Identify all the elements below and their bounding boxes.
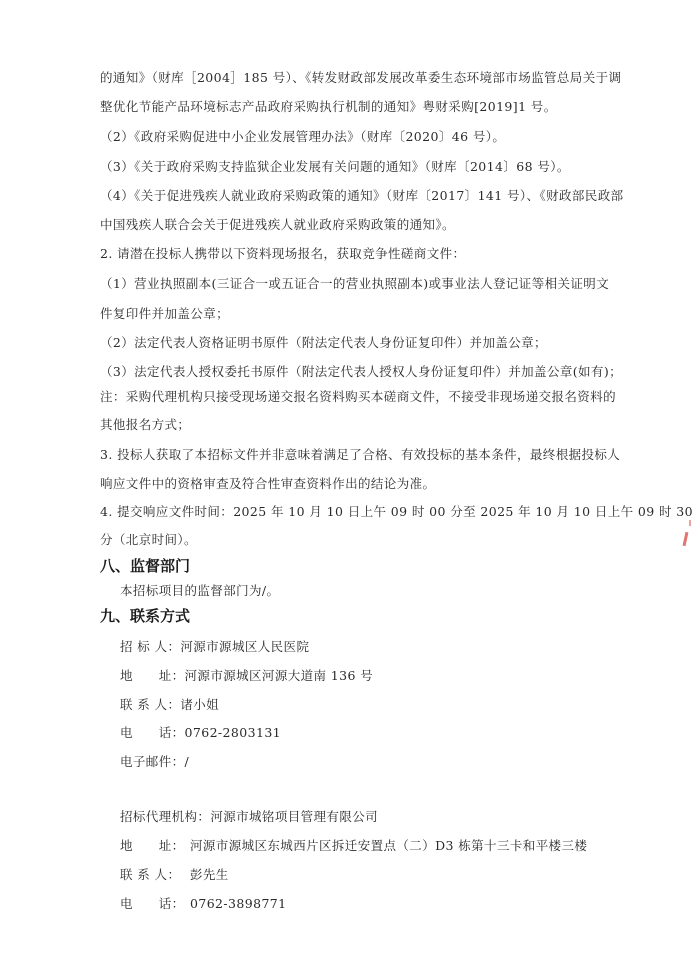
value: / [184, 754, 190, 769]
paragraph-line: 4. 提交响应文件时间：2025 年 10 月 10 日上午 09 时 00 分至 2025 年 10 月 10 日上午 09 时 30 [100, 504, 693, 519]
red-seal-edge-mark [683, 532, 689, 546]
tenderer-name-row [120, 639, 309, 655]
paragraph-line: 分（北京时间）。 [100, 532, 197, 547]
agency-phone-row [120, 896, 287, 912]
paragraph-line: 中国残疾人联合会关于促进残疾人就业政府采购政策的通知》。 [100, 217, 455, 232]
section-heading-contact: 九、联系方式 [100, 607, 191, 625]
paragraph-line: 3. 投标人获取了本招标文件并非意味着满足了合格、有效投标的基本条件，最终根据投标人 [100, 447, 621, 462]
paragraph-line: 件复印件并加盖公章； [100, 306, 230, 321]
label: 招 标 人： [120, 639, 181, 654]
label: 电 话： [120, 896, 185, 911]
paragraph-line: （4）《关于促进残疾人就业政府采购政策的通知》（财库〔2017〕141 号）、《财政部民政部 [100, 188, 624, 203]
paragraph-line: 的通知》（财库［2004］185 号）、《转发财政部发展改革委生态环境部市场监管总局关于调 [100, 70, 622, 85]
label: 电子邮件： [120, 754, 185, 769]
label: 联 系 人： [120, 867, 181, 882]
tenderer-email-row [120, 754, 189, 770]
value: 河源市源城区人民医院 [180, 639, 310, 654]
label: 地 址： [120, 668, 185, 683]
paragraph-line: （3）《关于政府采购支持监狱企业发展有关问题的通知》（财库〔2014〕68 号）。 [100, 159, 570, 174]
agency-name-row [120, 809, 378, 825]
value: 诸小姐 [180, 697, 220, 712]
tenderer-address-row [120, 668, 373, 684]
agency-contact-row [120, 867, 229, 883]
tenderer-phone-row [120, 725, 281, 741]
section-heading-supervision: 八、监督部门 [100, 557, 191, 575]
paragraph-line: 其他报名方式； [100, 417, 191, 432]
agency-address-row [120, 838, 587, 854]
paragraph-line: （2）法定代表人资格证明书原件（附法定代表人身份证复印件）并加盖公章； [100, 335, 547, 350]
value: 河源市城铭项目管理有限公司 [210, 809, 379, 824]
paragraph-line: 2. 请潜在投标人携带以下资料现场报名，获取竞争性磋商文件： [100, 246, 466, 261]
label: 招标代理机构： [120, 809, 211, 824]
value: 0762-2803131 [184, 725, 282, 740]
paragraph-line: 响应文件中的资格审查及符合性审查资料作出的结论为准。 [100, 476, 436, 491]
paragraph-line: 整优化节能产品环境标志产品政府采购执行机制的通知》粤财采购[2019]1 号。 [100, 99, 557, 114]
value: 河源市源城区河源大道南 136 号 [184, 668, 374, 683]
red-seal-edge-mark [689, 520, 691, 526]
value: 0762-3898771 [190, 896, 287, 911]
paragraph-line: 注：采购代理机构只接受现场递交报名资料购买本磋商文件，不接受非现场递交报名资料的 [100, 389, 617, 404]
value: 河源市源城区东城西片区拆迁安置点（二）D3 栋第十三卡和平楼三楼 [190, 838, 588, 853]
tenderer-contact-row [120, 697, 219, 713]
supervision-text: 本招标项目的监督部门为/。 [120, 583, 280, 598]
label: 地 址： [120, 838, 185, 853]
paragraph-line: （1）营业执照副本(三证合一或五证合一的营业执照副本)或事业法人登记证等相关证明文 [100, 276, 610, 291]
value: 彭先生 [190, 867, 229, 882]
paragraph-line: （3）法定代表人授权委托书原件（附法定代表人授权人身份证复印件）并加盖公章(如有)； [100, 364, 623, 379]
label: 联 系 人： [120, 697, 181, 712]
label: 电 话： [120, 725, 185, 740]
paragraph-line: （2）《政府采购促进中小企业发展管理办法》（财库〔2020〕46 号）。 [100, 129, 506, 144]
